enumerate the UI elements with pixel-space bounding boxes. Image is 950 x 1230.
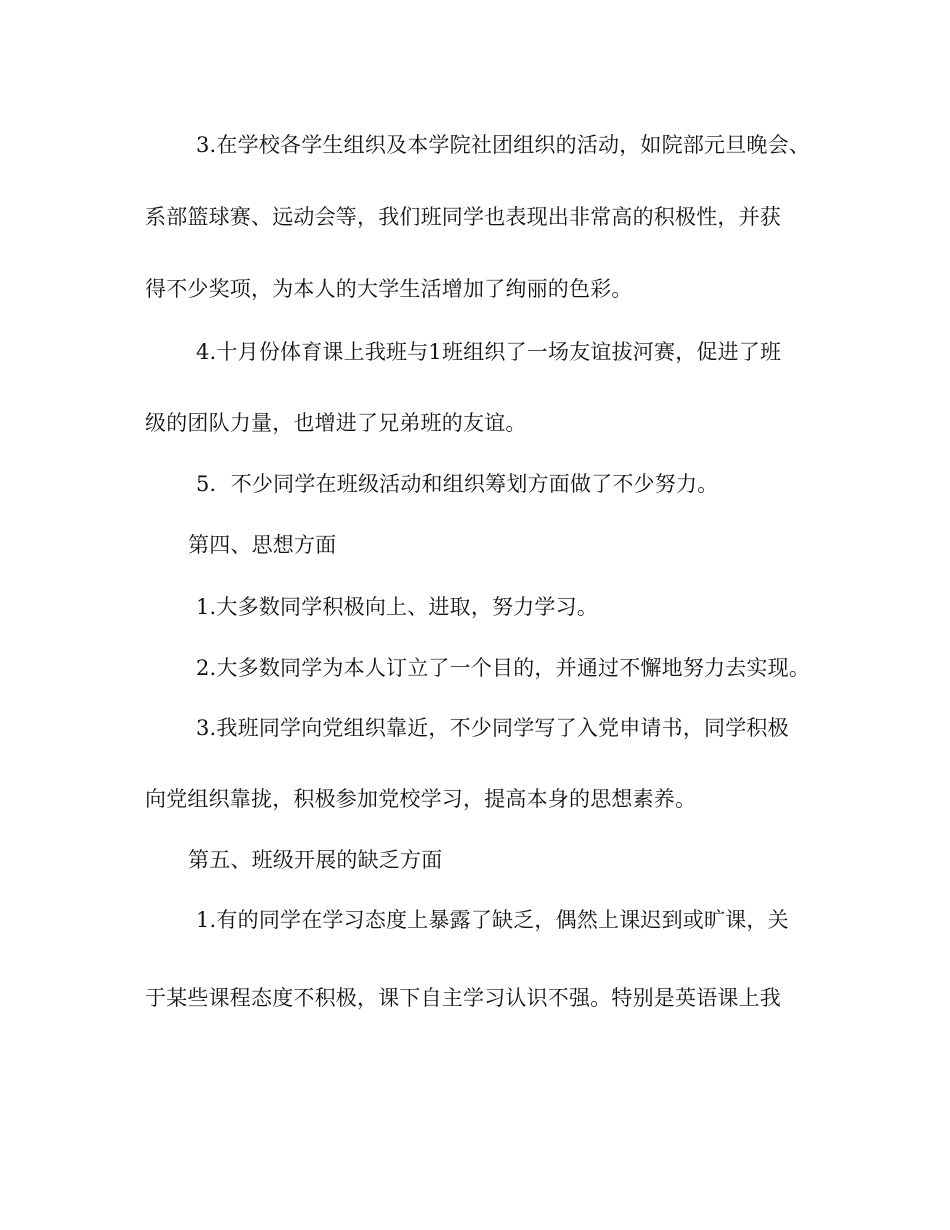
paragraph-line: 3.我班同学向党组织靠近，不少同学写了入党申请书，同学积极 [196, 716, 789, 740]
paragraph-line: 得不少奖项，为本人的大学生活增加了绚丽的色彩。 [145, 277, 633, 301]
paragraph-line: 5．不少同学在班级活动和组织筹划方面做了不少努力。 [196, 472, 719, 496]
section-heading: 第五、班级开展的缺乏方面 [188, 848, 443, 872]
paragraph-line: 2.大多数同学为本人订立了一个目的，并通过不懈地努力去实现。 [196, 656, 811, 680]
paragraph-line: 1.有的同学在学习态度上暴露了缺乏，偶然上课迟到或旷课，关 [196, 908, 789, 932]
paragraph-line: 于某些课程态度不积极，课下自主学习认识不强。特别是英语课上我 [145, 986, 781, 1010]
paragraph-line: 级的团队力量，也增进了兄弟班的友谊。 [145, 411, 527, 435]
paragraph-line: 4.十月份体育课上我班与1班组织了一场友谊拔河赛，促进了班 [196, 340, 782, 364]
section-heading: 第四、思想方面 [188, 533, 337, 557]
paragraph-line: 1.大多数同学积极向上、进取，努力学习。 [196, 595, 599, 619]
paragraph-line: 系部篮球赛、远动会等，我们班同学也表现出非常高的积极性，并获 [145, 205, 781, 229]
paragraph-line: 3.在学校各学生组织及本学院社团组织的活动，如院部元旦晚会、 [196, 133, 811, 157]
paragraph-line: 向党组织靠拢，积极参加党校学习，提高本身的思想素养。 [145, 787, 697, 811]
